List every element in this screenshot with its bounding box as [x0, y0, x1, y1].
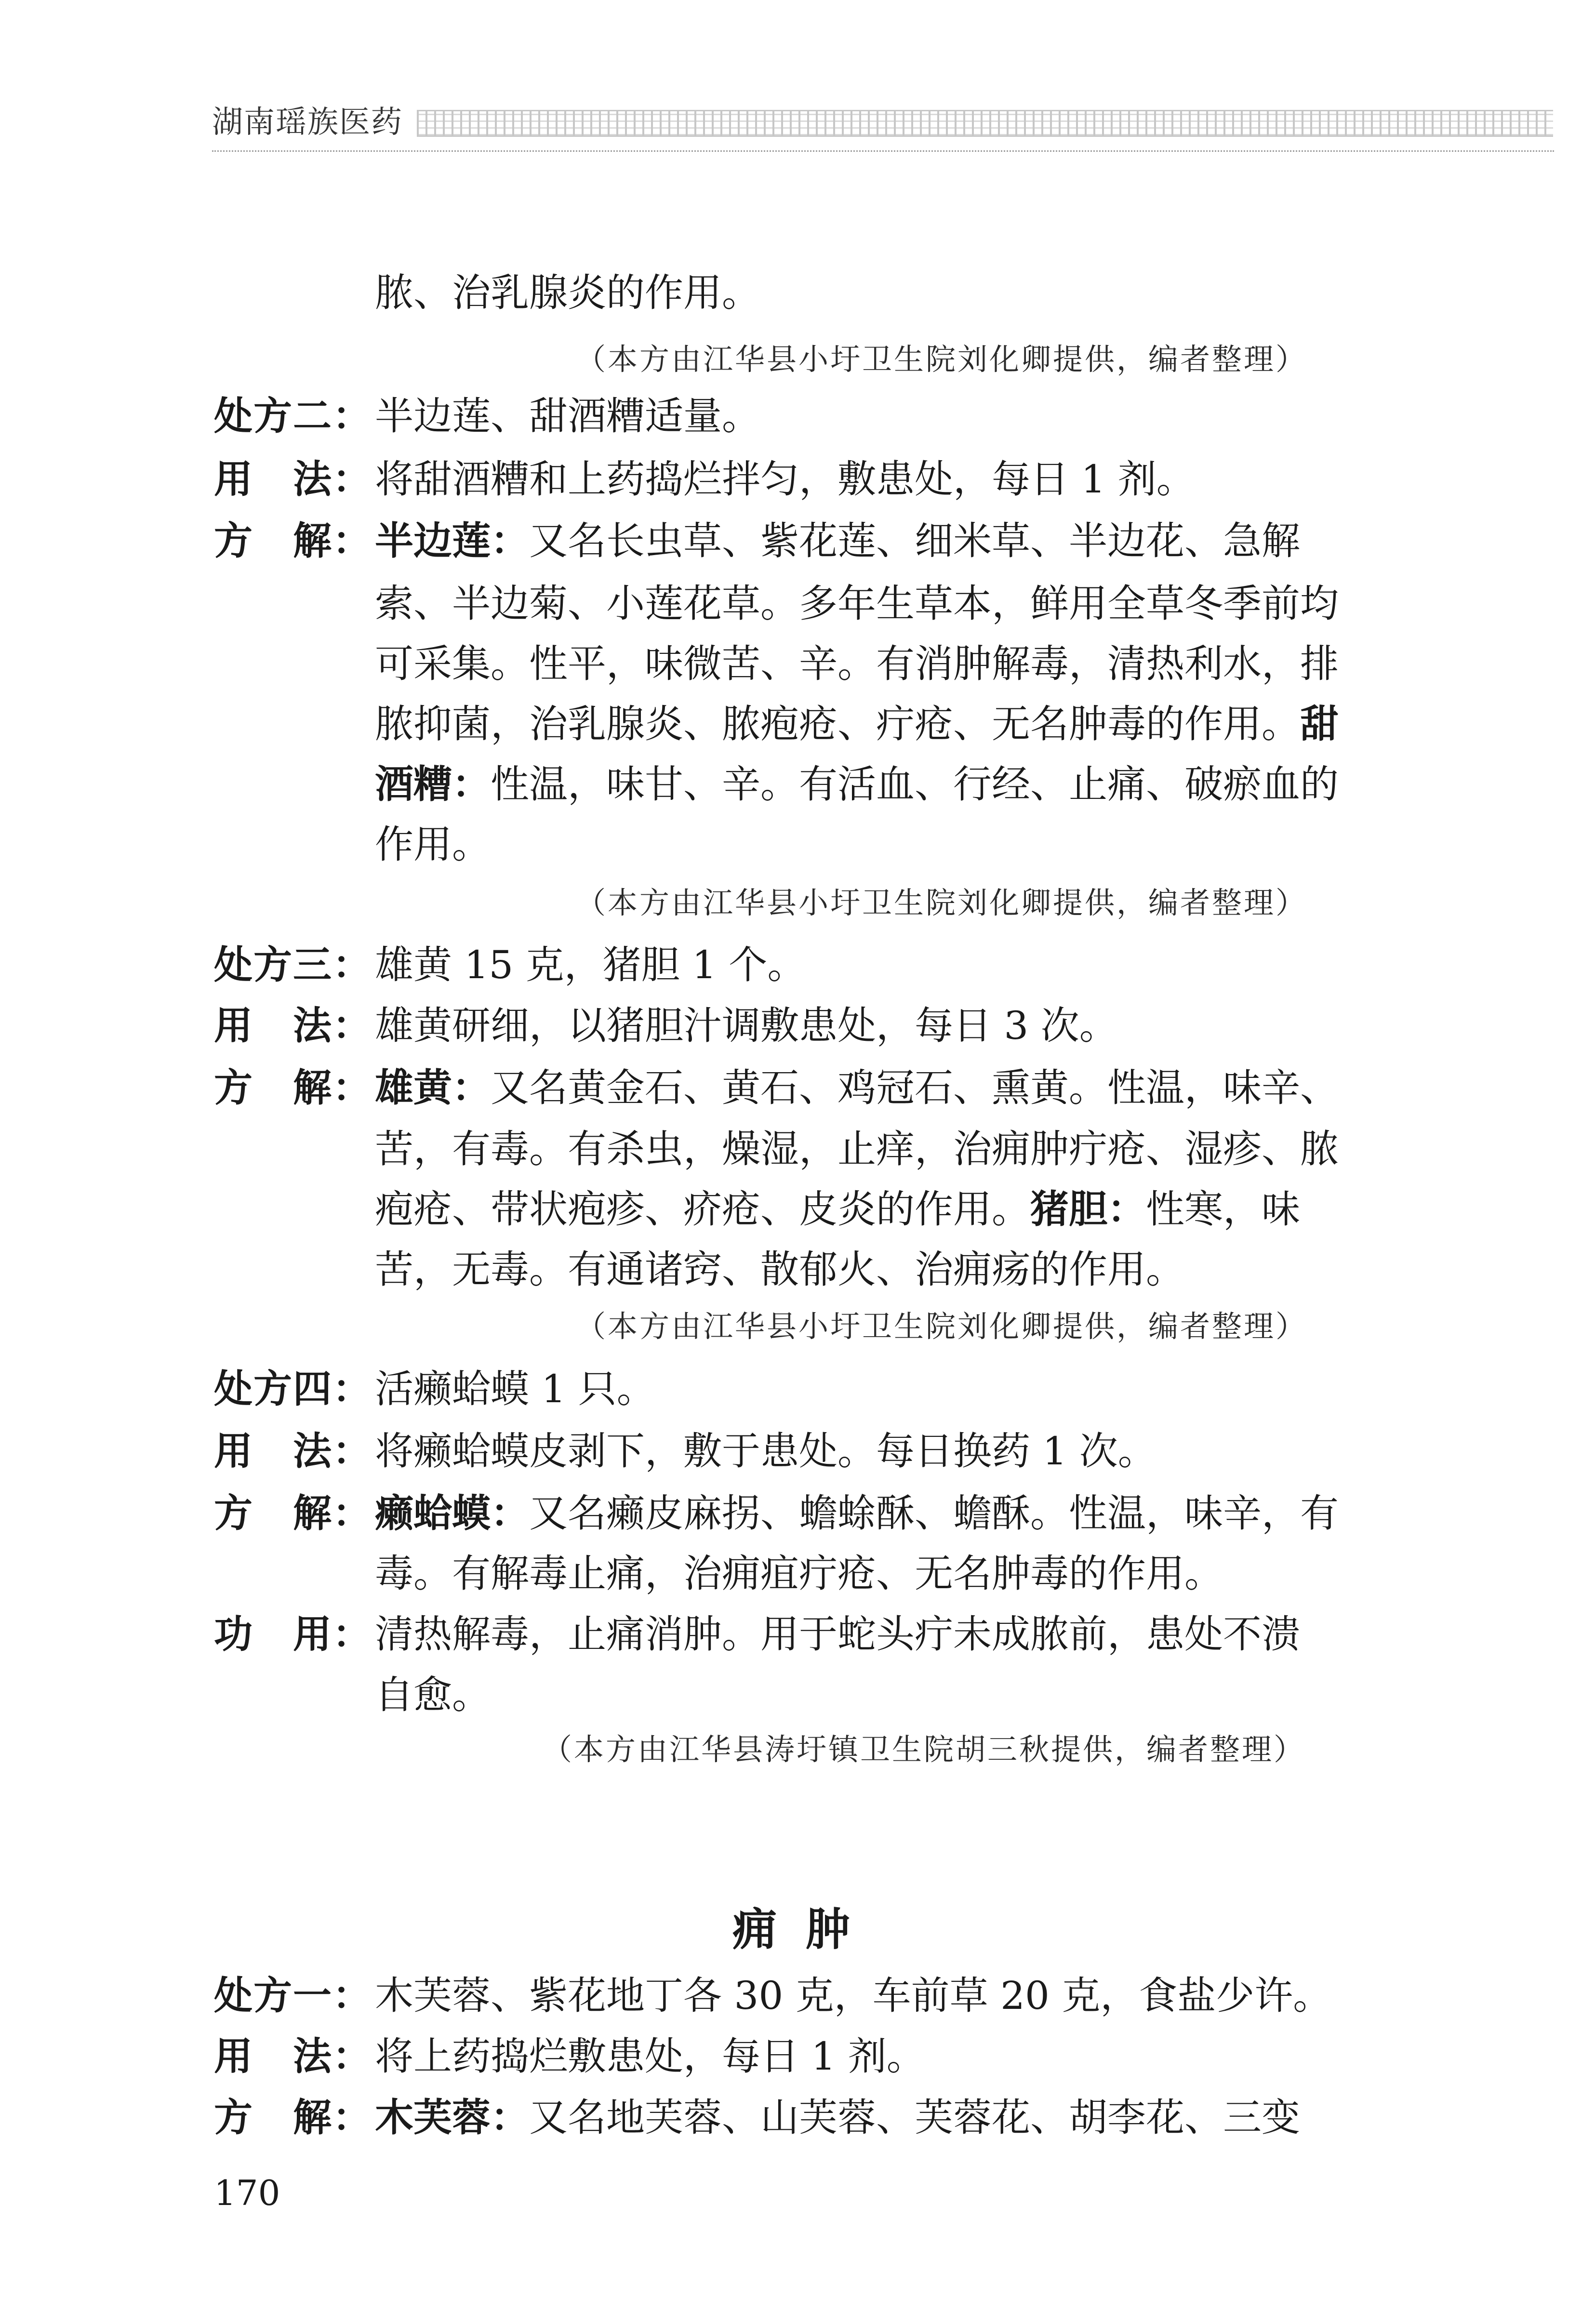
source-note: （本方由江华县小圩卫生院刘化卿提供，编者整理） — [576, 342, 1308, 377]
continuation-line: 脓、治乳腺炎的作用。 — [375, 270, 760, 315]
header-ornament-band — [417, 110, 1553, 137]
page-header — [0, 0, 1595, 154]
rx3-explanation-line-2: 苦，有毒。有杀虫，燥湿，止痒，治痈肿疔疮、湿疹、脓 — [375, 1127, 1339, 1171]
section-usage-text: 将上药捣烂敷患处，每日 1 剂。 — [375, 2034, 925, 2079]
rx4-label: 处方四： — [214, 1367, 372, 1411]
rx3-explanation-line-4: 苦，无毒。有通诸窍、散郁火、治痈疡的作用。 — [375, 1247, 1184, 1292]
section-explanation-label: 方 解： — [214, 2095, 372, 2140]
running-head-title: 湖南瑶族医药 — [212, 105, 403, 140]
rx2-usage-text: 将甜酒糟和上药捣烂拌匀，敷患处，每日 1 剂。 — [375, 457, 1195, 502]
page-number: 170 — [214, 2173, 280, 2213]
rx2-explanation-line-3: 可采集。性平，味微苦、辛。有消肿解毒，清热利水，排 — [375, 641, 1339, 686]
rx2-explanation-line-4: 脓抑菌，治乳腺炎、脓疱疮、疔疮、无名肿毒的作用。甜 — [375, 702, 1339, 746]
rx3-explanation-line-3: 疱疮、带状疱疹、疥疮、皮炎的作用。猪胆：性寒，味 — [375, 1187, 1300, 1232]
rx4-function-label: 功 用： — [214, 1612, 372, 1657]
herb-term: 木芙蓉： — [375, 2095, 529, 2140]
rx4-explanation-label: 方 解： — [214, 1491, 372, 1536]
herb-term: 猪胆： — [1030, 1187, 1146, 1232]
rx3-usage-label: 用 法： — [214, 1003, 372, 1048]
header-rule — [212, 150, 1554, 152]
rx3-usage-text: 雄黄研细，以猪胆汁调敷患处，每日 3 次。 — [375, 1003, 1118, 1048]
rx4-usage-text: 将癞蛤蟆皮剥下，敷于患处。每日换药 1 次。 — [375, 1429, 1156, 1474]
rx4-text: 活癞蛤蟆 1 只。 — [375, 1367, 655, 1411]
rx2-explanation-line-1: 半边莲：又名长虫草、紫花莲、细米草、半边花、急解 — [375, 518, 1300, 563]
rx3-explanation-line-1: 雄黄：又名黄金石、黄石、鸡冠石、熏黄。性温，味辛、 — [375, 1065, 1339, 1110]
rx2-text: 半边莲、甜酒糟适量。 — [375, 394, 760, 438]
rx3-text: 雄黄 15 克，猪胆 1 个。 — [375, 943, 806, 987]
herb-term: 雄黄： — [375, 1065, 491, 1110]
section-explanation-line-1: 木芙蓉：又名地芙蓉、山芙蓉、芙蓉花、胡李花、三变 — [375, 2095, 1300, 2140]
source-note: （本方由江华县涛圩镇卫生院胡三秋提供，编者整理） — [542, 1732, 1306, 1767]
herb-term: 酒糟： — [375, 762, 491, 807]
rx3-label: 处方三： — [214, 943, 372, 987]
rx4-function-line-1: 清热解毒，止痛消肿。用于蛇头疔未成脓前，患处不溃 — [375, 1612, 1300, 1657]
rx2-explanation-line-6: 作用。 — [375, 822, 491, 867]
section-usage-label: 用 法： — [214, 2034, 372, 2079]
rx4-explanation-line-1: 癞蛤蟆：又名癞皮麻拐、蟾蜍酥、蟾酥。性温，味辛，有 — [375, 1491, 1339, 1536]
herb-term: 癞蛤蟆： — [375, 1491, 529, 1536]
rx4-usage-label: 用 法： — [214, 1429, 372, 1474]
rx2-usage-label: 用 法： — [214, 457, 372, 502]
herb-term: 甜 — [1300, 702, 1339, 746]
source-note: （本方由江华县小圩卫生院刘化卿提供，编者整理） — [576, 885, 1308, 920]
source-note: （本方由江华县小圩卫生院刘化卿提供，编者整理） — [576, 1309, 1308, 1344]
section-title: 痈肿 — [732, 1903, 879, 1955]
rx2-explanation-line-2: 索、半边菊、小莲花草。多年生草本，鲜用全草冬季前均 — [375, 581, 1339, 626]
herb-term: 半边莲： — [375, 518, 529, 563]
rx3-explanation-label: 方 解： — [214, 1065, 372, 1110]
rx2-explanation-label: 方 解： — [214, 518, 372, 563]
rx4-function-line-2: 自愈。 — [375, 1673, 491, 1717]
rx4-explanation-line-2: 毒。有解毒止痛，治痈疽疔疮、无名肿毒的作用。 — [375, 1551, 1223, 1596]
rx2-explanation-line-5: 酒糟：性温，味甘、辛。有活血、行经、止痛、破瘀血的 — [375, 762, 1339, 807]
section-rx1-text: 木芙蓉、紫花地丁各 30 克，车前草 20 克，食盐少许。 — [375, 1973, 1332, 2018]
section-rx1-label: 处方一： — [214, 1973, 372, 2018]
rx2-label: 处方二： — [214, 394, 372, 438]
